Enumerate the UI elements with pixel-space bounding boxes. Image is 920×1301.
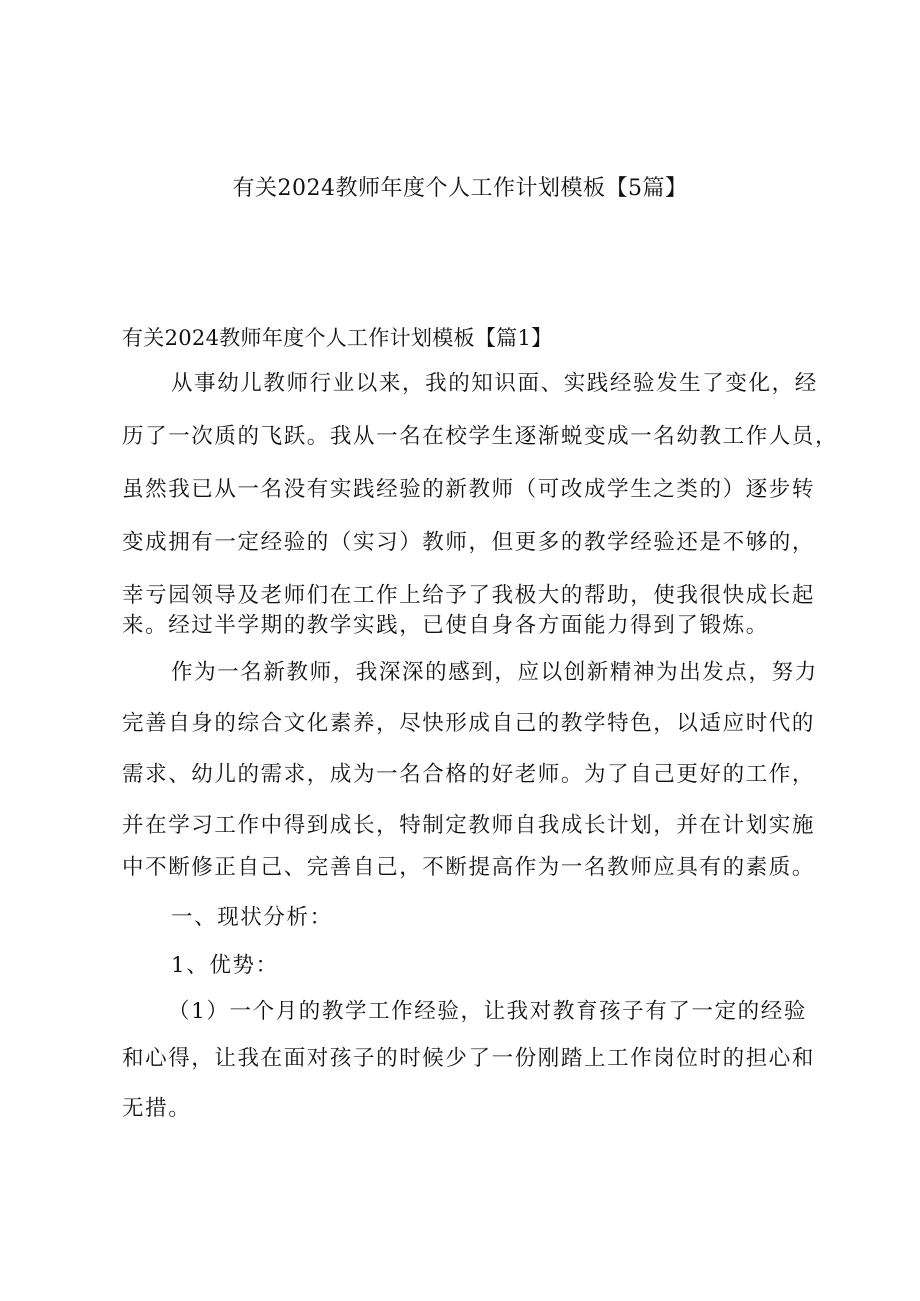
section-heading: 有关2024教师年度个人工作计划模板【篇1】 <box>122 326 553 350</box>
paragraph-line: 历了一次质的飞跃。我从一名在校学生逐渐蜕变成一名幼教工作人员， <box>122 424 839 449</box>
paragraph-line: 完善自身的综合文化素养，尽快形成自己的教学特色，以适应时代的 <box>122 711 816 736</box>
paragraph-line: 虽然我已从一名没有实践经验的新教师（可改成学生之类的）逐步转 <box>122 477 816 502</box>
paragraph-line: 和心得，让我在面对孩子的时候少了一份刚踏上工作岗位时的担心和 <box>122 1046 816 1071</box>
paragraph-line: 中不断修正自己、完善自己，不断提高作为一名教师应具有的素质。 <box>122 855 816 880</box>
paragraph-line: （1）一个月的教学工作经验，让我对教育孩子有了一定的经验 <box>168 999 807 1024</box>
paragraph-line: 从事幼儿教师行业以来，我的知识面、实践经验发生了变化，经 <box>171 371 818 396</box>
paragraph-line: 作为一名新教师，我深深的感到，应以创新精神为出发点，努力 <box>171 660 818 685</box>
paragraph-line: 变成拥有一定经验的（实习）教师，但更多的教学经验还是不够的， <box>122 530 816 555</box>
outline-subheading: 1、优势： <box>171 953 279 978</box>
outline-heading: 一、现状分析： <box>171 905 333 930</box>
document-title: 有关2024教师年度个人工作计划模板【5篇】 <box>232 176 688 201</box>
paragraph-line: 来。经过半学期的教学实践，已使自身各方面能力得到了锻炼。 <box>122 613 769 638</box>
paragraph-line: 无措。 <box>122 1096 192 1121</box>
paragraph-line: 并在学习工作中得到成长，特制定教师自我成长计划，并在计划实施 <box>122 813 816 838</box>
paragraph-line: 幸亏园领导及老师们在工作上给予了我极大的帮助，使我很快成长起 <box>122 583 816 608</box>
paragraph-line: 需求、幼儿的需求，成为一名合格的好老师。为了自己更好的工作， <box>122 762 816 787</box>
